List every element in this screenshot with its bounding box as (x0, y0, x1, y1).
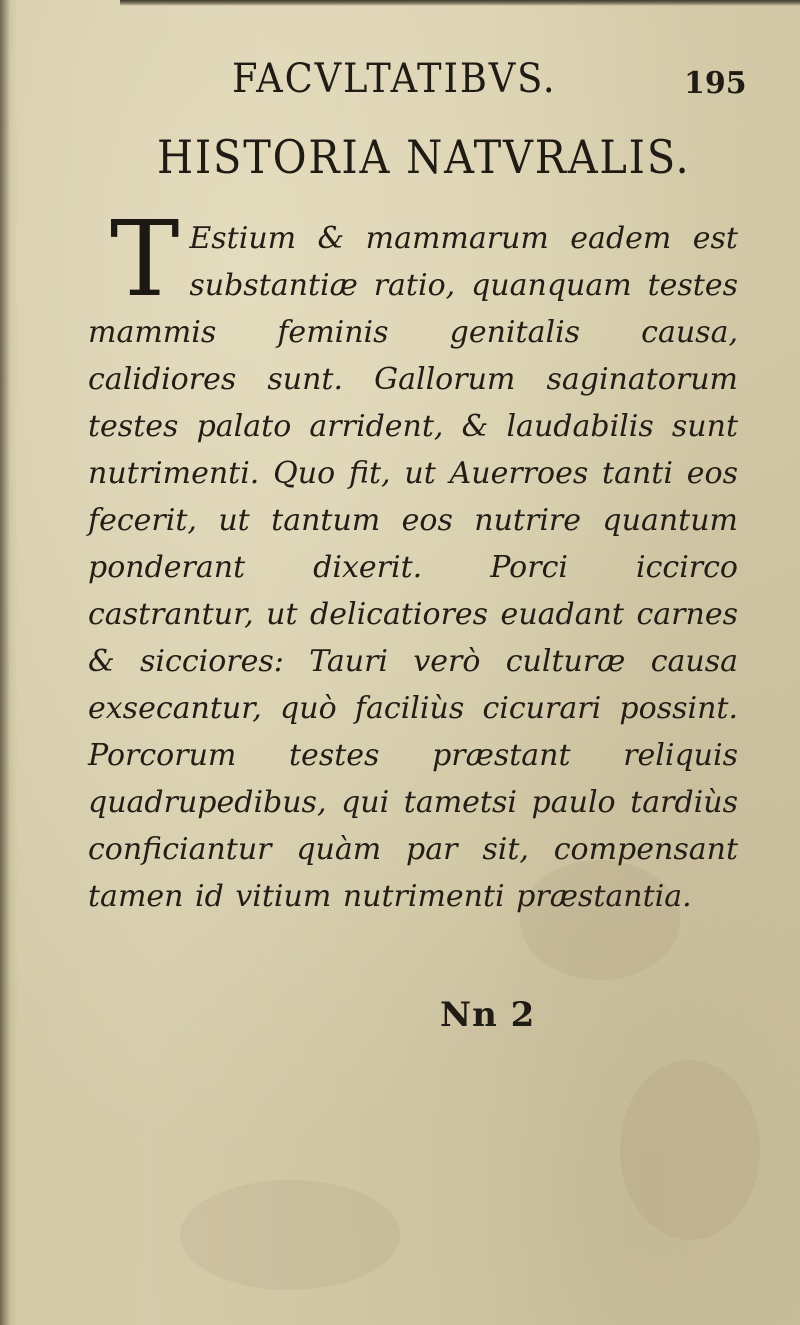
running-title: FACVLTATIBVS. (232, 56, 557, 102)
paper-stain (180, 1180, 400, 1290)
paper-stain (620, 1060, 760, 1240)
body-paragraph (88, 198, 738, 920)
drop-cap: T (110, 198, 180, 320)
page-top-edge (120, 0, 800, 6)
page-number: 195 (684, 66, 747, 101)
page-gutter-edge (0, 0, 10, 1325)
signature-mark: Nn 2 (440, 995, 536, 1035)
running-head (0, 50, 800, 110)
paragraph-text: Estium & mammarum eadem est substantiæ ratio, quanquam testes mammis feminis genitalis causa, calidiores sunt. Gallorum saginatorum testes palato arrident, & laudabilis sunt nutrimenti. Quo fit, ut Auerroes tanti eos fecerit, ut tantum eos nutrire quantum ponderant dixerit. Porci iccirco castrantur, ut delicatiores euadant carnes & sicciores: Tauri verò culturæ causa exsecantur, quò faciliùs cicurari possint. Porcorum testes præstant reliquis quadrupedibus, qui tametsi paulo tardiùs conficiantur quàm par sit, compensant tamen id vitium nutrimenti præstantia. (88, 221, 738, 914)
section-heading: HISTORIA NATVRALIS. (157, 130, 691, 184)
